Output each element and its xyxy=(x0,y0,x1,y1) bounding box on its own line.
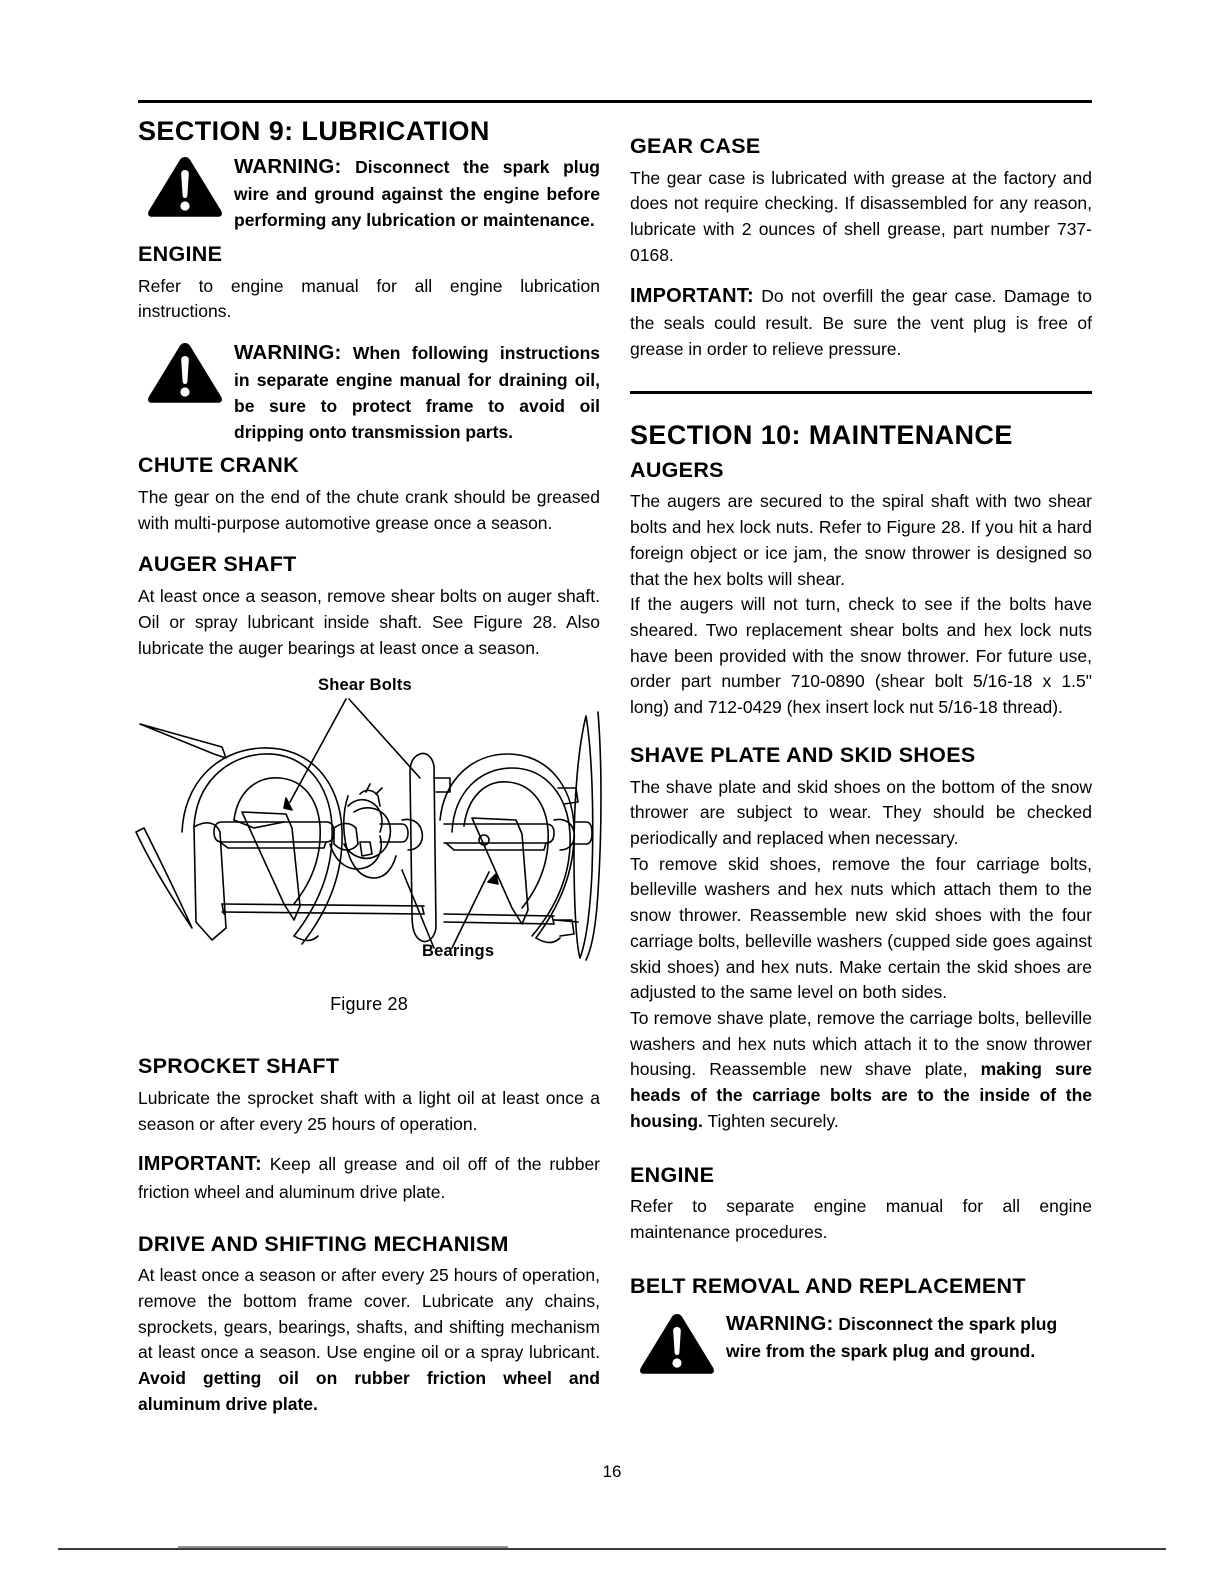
paragraph-sprocket-important xyxy=(138,1150,600,1205)
header-rule xyxy=(138,100,1092,103)
paragraph-sprocket-shaft: Lubricate the sprocket shaft with a light oil at least once a season or after every 25 hours of operation. xyxy=(138,1087,600,1134)
warning-triangle-icon xyxy=(638,1311,716,1377)
heading-gear-case: GEAR CASE xyxy=(630,134,761,158)
paragraph-drive-shifting xyxy=(138,1263,600,1417)
paragraph-drive-shifting-bold: Avoid getting oil on rubber friction wheel and aluminum drive plate. xyxy=(138,1368,600,1414)
paragraph-gear-case: The gear case is lubricated with grease at the factory and does not require checking. If disassembled for any reason, lubricate with 2 ounces of shell grease, part number 737-0168. xyxy=(630,167,1092,265)
important-body: Do not overfill the gear case. Damage to the seals could result. Be sure the vent plug is free of grease in order to relieve pressure. xyxy=(630,285,1092,359)
paragraph-drive-shifting-plain: At least once a season or after every 25 hours of operation, remove the bottom frame cover. Lubricate any chains, sprockets, gears, bearings, shafts, and shifting mechanism at least once a season. Use engine oil or a spray lubricant. xyxy=(138,1265,600,1363)
warning-block-lubrication xyxy=(138,152,600,234)
warning-label: WARNING: xyxy=(234,155,342,179)
heading-belt-removal-replacement: BELT REMOVAL AND REPLACEMENT xyxy=(630,1273,1026,1298)
figure-28 xyxy=(138,674,600,1026)
warning-label: WARNING: xyxy=(234,340,342,364)
heading-engine-maintenance: ENGINE xyxy=(630,1162,715,1187)
auger-assembly-illustration xyxy=(134,692,604,992)
section-10-title: SECTION 10: MAINTENANCE xyxy=(630,420,1013,451)
paragraph-shave-plate-1: The shave plate and skid shoes on the bottom of the snow thrower are subject to wear. They should be checked periodically and replaced when necessary. xyxy=(630,776,1092,848)
figure-callout-bearings: Bearings xyxy=(422,942,495,961)
paragraph-gear-case-important xyxy=(630,282,1092,363)
heading-drive-shifting-mechanism: DRIVE AND SHIFTING MECHANISM xyxy=(138,1231,509,1256)
shave-plate-3-bold: making sure heads of the carriage bolts are to the inside of the housing. xyxy=(630,1059,1092,1131)
paragraph-auger-shaft: At least once a season, remove shear bolts on auger shaft. Oil or spray lubricant inside shaft. See Figure 28. Also lubricate the auger bearings at least once a season. xyxy=(138,586,600,658)
paragraph-augers-1: The augers are secured to the spiral shaft with two shear bolts and hex lock nuts. Refer to Figure 28. If you hit a hard foreign object or ice jam, the snow thrower is designed so that the hex bolts will shear. xyxy=(630,491,1092,589)
paragraph-engine-maintenance: Refer to separate engine manual for all engine maintenance procedures. xyxy=(630,1196,1092,1243)
heading-shave-plate-skid-shoes: SHAVE PLATE AND SKID SHOES xyxy=(630,742,976,767)
warning-triangle-icon xyxy=(146,340,224,406)
section-9-title: SECTION 9: LUBRICATION xyxy=(138,116,490,146)
left-column xyxy=(138,104,600,1431)
warning-text xyxy=(234,338,600,445)
scan-artifact-line xyxy=(58,1548,1166,1550)
important-label: IMPORTANT: xyxy=(630,284,754,307)
paragraph-shave-plate-3 xyxy=(630,1006,1092,1135)
heading-auger-shaft: AUGER SHAFT xyxy=(138,552,297,577)
paragraph-engine-lubrication: Refer to engine manual for all engine lubrication instructions. xyxy=(138,275,600,322)
heading-engine-lubrication: ENGINE xyxy=(138,241,223,266)
warning-body: Disconnect the spark plug wire from the spark plug and ground. xyxy=(726,1313,1058,1361)
figure-caption: Figure 28 xyxy=(330,994,408,1015)
warning-text xyxy=(726,1309,1092,1365)
warning-triangle-icon xyxy=(146,154,224,220)
heading-chute-crank: CHUTE CRANK xyxy=(138,453,299,478)
important-body: Keep all grease and oil off of the rubber friction wheel and aluminum drive plate. xyxy=(138,1154,600,1202)
paragraph-augers-2: If the augers will not turn, check to see if the bolts have sheared. Two replacement shear bolts and hex lock nuts have been provided with the snow thrower. For future use, order part number 710-0890 (shear bolt 5/16-18 x 1.5" long) and 712-0429 (hex insert lock nut 5/16-18 thread). xyxy=(630,594,1092,718)
page-number: 16 xyxy=(602,1462,622,1481)
heading-sprocket-shaft: SPROCKET SHAFT xyxy=(138,1054,340,1079)
warning-block-draining-oil xyxy=(138,338,600,445)
warning-block-belt-removal xyxy=(630,1309,1092,1375)
important-label: IMPORTANT: xyxy=(138,1153,262,1176)
warning-body: Disconnect the spark plug wire and ground against the engine before performing any lubrication or maintenance. xyxy=(234,157,600,231)
warning-label: WARNING: xyxy=(726,1311,834,1335)
paragraph-shave-plate-2: To remove skid shoes, remove the four carriage bolts, belleville washers and hex nuts which attach them to the snow thrower. Reassemble new skid shoes with the four carriage bolts, belleville washers (cupped side goes against skid shoes) and hex nuts. Make certain the skid shoes are adjusted to the same level on both sides. xyxy=(630,853,1092,1003)
warning-body: When following instructions in separate engine manual for draining oil, be sure to protect frame to avoid oil dripping onto transmission parts. xyxy=(234,342,600,442)
right-column xyxy=(630,104,1092,1383)
heading-augers: AUGERS xyxy=(630,457,724,482)
figure-callout-shear-bolts: Shear Bolts xyxy=(318,676,412,695)
warning-text xyxy=(234,152,600,234)
shave-plate-3-pre: To remove shave plate, remove the carriage bolts, belleville washers and hex nuts which attach it to the snow thrower housing. Reassemble new shave plate, xyxy=(630,1008,1092,1080)
paragraph-chute-crank: The gear on the end of the chute crank should be greased with multi-purpose automotive grease once a season. xyxy=(138,486,600,533)
shave-plate-3-post: Tighten securely. xyxy=(702,1110,839,1131)
